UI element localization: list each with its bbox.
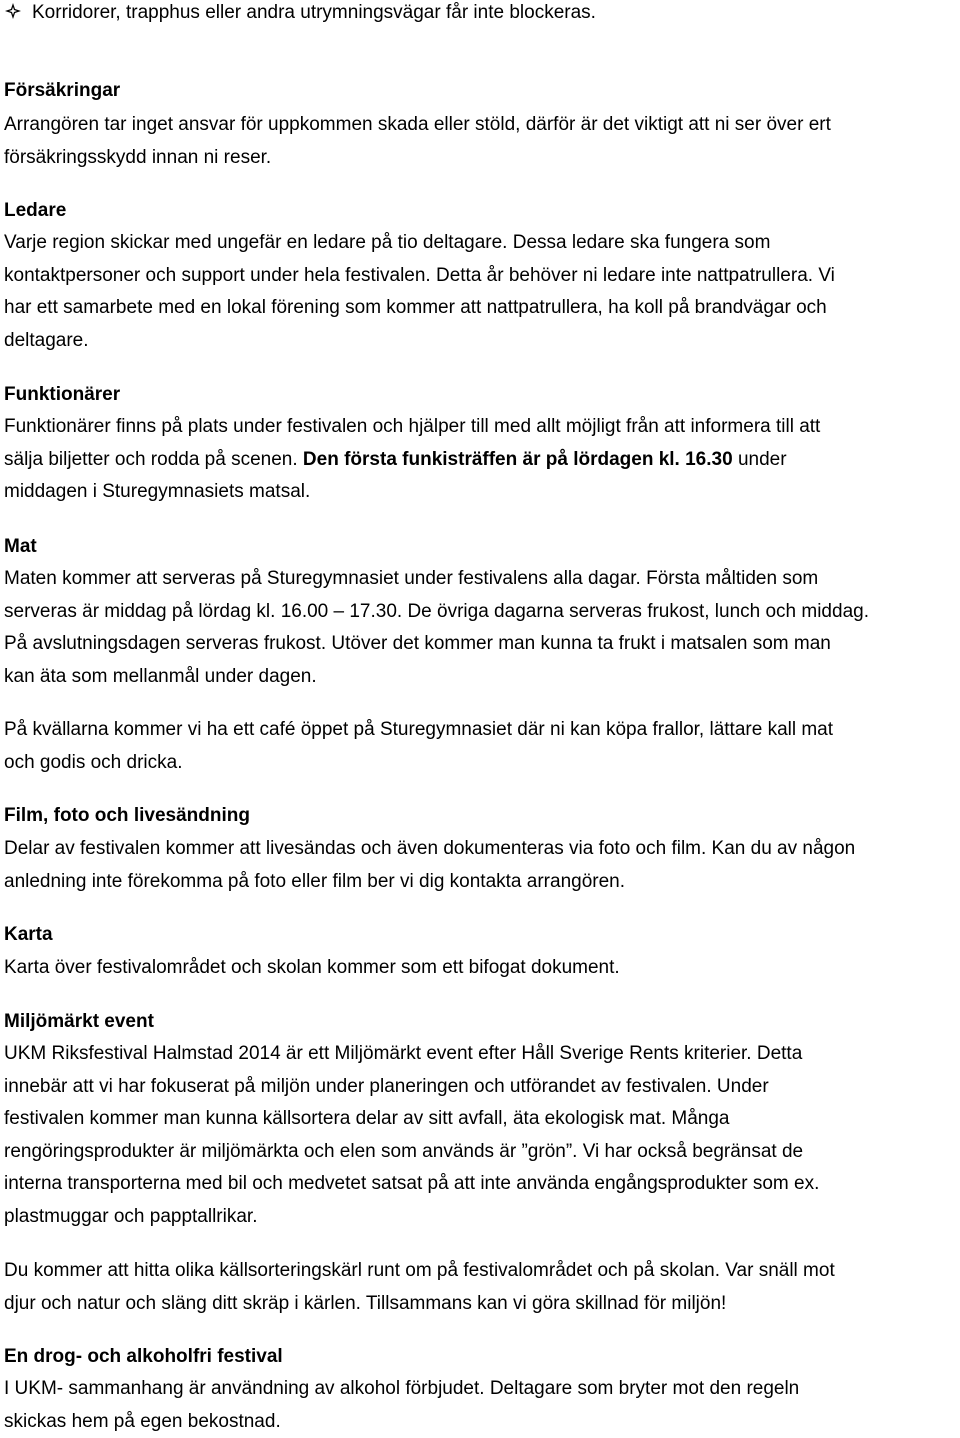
paragraph-karta <box>4 952 958 985</box>
text-line: Delar av festivalen kommer att livesändas och även dokumenteras via foto och film. Kan du av någon <box>4 838 856 859</box>
section-heading-miljo: Miljömärkt event <box>4 1011 154 1032</box>
text-line: interna transporterna med bil och medvetet satsat på att inte använda engångsprodukter som ex. <box>4 1173 820 1195</box>
text-line <box>4 444 958 477</box>
text-line: Arrangören tar inget ansvar för uppkommen skada eller stöld, därför är det viktigt att ni ser över ert <box>4 114 831 135</box>
text-line: I UKM- sammanhang är användning av alkohol förbjudet. Deltagare som bryter mot den regeln <box>4 1378 800 1399</box>
text-line: serveras är middag på lördag kl. 16.00 – 17.30. De övriga dagarna serveras frukost, lunch och middag. <box>4 600 869 622</box>
bullet-item <box>4 0 596 25</box>
text-line: Funktionärer finns på plats under festivalen och hjälper till med allt möjligt från att informera till att <box>4 416 821 437</box>
text-line: Varje region skickar med ungefär en ledare på tio deltagare. Dessa ledare ska fungera som <box>4 232 771 253</box>
paragraph-funktionarer <box>4 411 958 509</box>
text-line: har ett samarbete med en lokal förening som kommer att nattpatrullera, ha koll på brandvägar och <box>4 297 827 319</box>
text-line: På avslutningsdagen serveras frukost. Utöver det kommer man kunna ta frukt i matsalen som man <box>4 633 831 655</box>
text-line: innebär att vi har fokuserat på miljön under planeringen och utförandet av festivalen. Under <box>4 1075 769 1097</box>
paragraph-miljo-sortering <box>4 1255 958 1320</box>
highlight-text: Den första funkisträffen är på lördagen kl. 16.30 <box>302 448 733 470</box>
section-heading-drog: En drog- och alkoholfri festival <box>4 1346 283 1367</box>
text-line: plastmuggar och papptallrikar. <box>4 1205 258 1227</box>
text-line: deltagare. <box>4 329 89 351</box>
paragraph-film <box>4 833 958 898</box>
text-line: På kvällarna kommer vi ha ett café öppet på Sturegymnasiet där ni kan köpa frallor, lättare kall mat <box>4 719 834 740</box>
section-heading-forsakringar: Försäkringar <box>4 80 121 101</box>
text-line: Maten kommer att serveras på Sturegymnasiet under festivalens alla dagar. Första måltiden som <box>4 568 819 589</box>
text-run: sälja biljetter och rodda på scenen. <box>4 448 303 470</box>
text-line: anledning inte förekomma på foto eller film ber vi dig kontakta arrangören. <box>4 870 626 892</box>
section-heading-funktionarer: Funktionärer <box>4 384 121 405</box>
paragraph-forsakringar <box>4 109 958 174</box>
text-line: kontaktpersoner och support under hela festivalen. Detta år behöver ni ledare inte nattpatrullera. Vi <box>4 264 835 286</box>
text-line: UKM Riksfestival Halmstad 2014 är ett Miljömärkt event efter Håll Sverige Rents kriterier. Detta <box>4 1043 803 1064</box>
paragraph-mat-cafe <box>4 714 958 779</box>
paragraph-mat <box>4 563 958 693</box>
text-line: middagen i Sturegymnasiets matsal. <box>4 481 311 503</box>
bullet-text: Korridorer, trapphus eller andra utrymningsvägar får inte blockeras. <box>32 2 596 23</box>
section-heading-mat: Mat <box>4 536 37 557</box>
text-run: under <box>732 448 787 470</box>
paragraph-ledare <box>4 227 958 357</box>
paragraph-miljo <box>4 1038 958 1234</box>
paragraph-drog <box>4 1373 958 1438</box>
text-line: Karta över festivalområdet och skolan kommer som ett bifogat dokument. <box>4 957 620 978</box>
text-line: Du kommer att hitta olika källsorteringskärl runt om på festivalområdet och på skolan. Var snäll mot <box>4 1260 835 1281</box>
section-heading-karta: Karta <box>4 924 53 945</box>
text-line: kan äta som mellanmål under dagen. <box>4 665 317 687</box>
text-line: försäkringsskydd innan ni reser. <box>4 146 272 168</box>
text-line: skickas hem på egen bekostnad. <box>4 1410 281 1432</box>
text-line: rengöringsprodukter är miljömärkta och elen som används är ”grön”. Vi har också begränsat de <box>4 1140 804 1162</box>
text-line: djur och natur och släng ditt skräp i kärlen. Tillsammans kan vi göra skillnad för miljön! <box>4 1292 727 1314</box>
section-heading-film: Film, foto och livesändning <box>4 805 250 826</box>
section-heading-ledare: Ledare <box>4 200 67 221</box>
diamond-bullet-icon <box>4 2 22 20</box>
text-line: festivalen kommer man kunna källsortera delar av sitt avfall, äta ekologisk mat. Många <box>4 1108 730 1130</box>
text-line: och godis och dricka. <box>4 751 183 773</box>
